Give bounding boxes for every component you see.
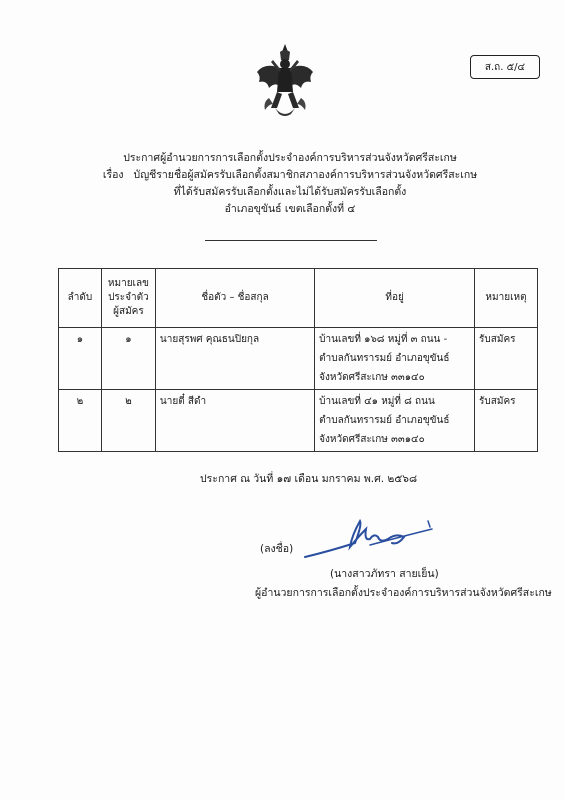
cell-number: ๑ <box>101 328 155 390</box>
cell-number: ๒ <box>101 390 155 452</box>
form-code-text: ส.ถ. ๕/๔ <box>484 61 526 73</box>
cell-order: ๑ <box>59 328 102 390</box>
announcement-date: ประกาศ ณ วันที่ ๑๗ เดือน มกราคม พ.ศ. ๒๕๖๘ <box>200 473 418 485</box>
cell-address <box>315 390 475 452</box>
signer-name: (นางสาวภัทรา สายเย็น) <box>330 568 439 580</box>
header-number <box>101 269 155 328</box>
subject-text: บัญชีรายชื่อผู้สมัครรับเลือกตั้งสมาชิกสภาองค์การบริหารส่วนจังหวัดศรีสะเกษ <box>133 169 478 181</box>
cell-name: นายสุรพศ คุณธนปิยกุล <box>155 328 314 390</box>
address-line: จังหวัดศรีสะเกษ ๓๓๑๔๐ <box>319 372 425 383</box>
header-address: ที่อยู่ <box>315 269 475 328</box>
header-divider <box>205 240 377 241</box>
address-line: ตำบลกันทรารมย์ อำเภอขุขันธ์ <box>319 415 450 426</box>
header-line-authority: ประกาศผู้อำนวยการการเลือกตั้งประจำองค์การบริหารส่วนจังหวัดศรีสะเกษ <box>123 152 457 164</box>
address-line: ตำบลกันทรารมย์ อำเภอขุขันธ์ <box>319 353 450 364</box>
table-header-row <box>59 269 538 328</box>
cell-address <box>315 328 475 390</box>
address-line: บ้านเลขที่ ๑๖๘ หมู่ที่ ๓ ถนน - <box>319 334 448 345</box>
signature-icon <box>300 515 440 565</box>
table-row <box>59 328 538 390</box>
header-subject <box>70 167 510 184</box>
signed-label: (ลงชื่อ) <box>260 543 294 555</box>
table-row <box>59 390 538 452</box>
candidate-table <box>58 268 538 452</box>
form-code-box <box>470 55 540 79</box>
cell-order: ๒ <box>59 390 102 452</box>
header-number-line1: หมายเลข <box>107 278 149 289</box>
garuda-emblem-icon <box>255 42 315 120</box>
signer-title: ผู้อำนวยการการเลือกตั้งประจำองค์การบริหารส่วนจังหวัดศรีสะเกษ <box>255 587 552 599</box>
cell-remark: รับสมัคร <box>475 328 538 390</box>
header-line-status: ที่ได้รับสมัครรับเลือกตั้งและไม่ได้รับสมัครรับเลือกตั้ง <box>173 186 407 198</box>
header-line-district: อำเภอขุขันธ์ เขตเลือกตั้งที่ ๔ <box>224 203 356 215</box>
header-order: ลำดับ <box>59 269 102 328</box>
address-line: จังหวัดศรีสะเกษ ๓๓๑๔๐ <box>319 434 425 445</box>
header-number-line2: ประจำตัว <box>108 292 149 303</box>
cell-remark: รับสมัคร <box>475 390 538 452</box>
subject-label: เรื่อง <box>102 169 124 181</box>
cell-name: นายตี๋ สีดำ <box>155 390 314 452</box>
header-remark: หมายเหตุ <box>475 269 538 328</box>
header-name: ชื่อตัว – ชื่อสกุล <box>155 269 314 328</box>
announcement-header <box>70 150 510 218</box>
header-number-line3: ผู้สมัคร <box>113 306 144 317</box>
address-line: บ้านเลขที่ ๔๑ หมู่ที่ ๘ ถนน <box>319 396 435 407</box>
